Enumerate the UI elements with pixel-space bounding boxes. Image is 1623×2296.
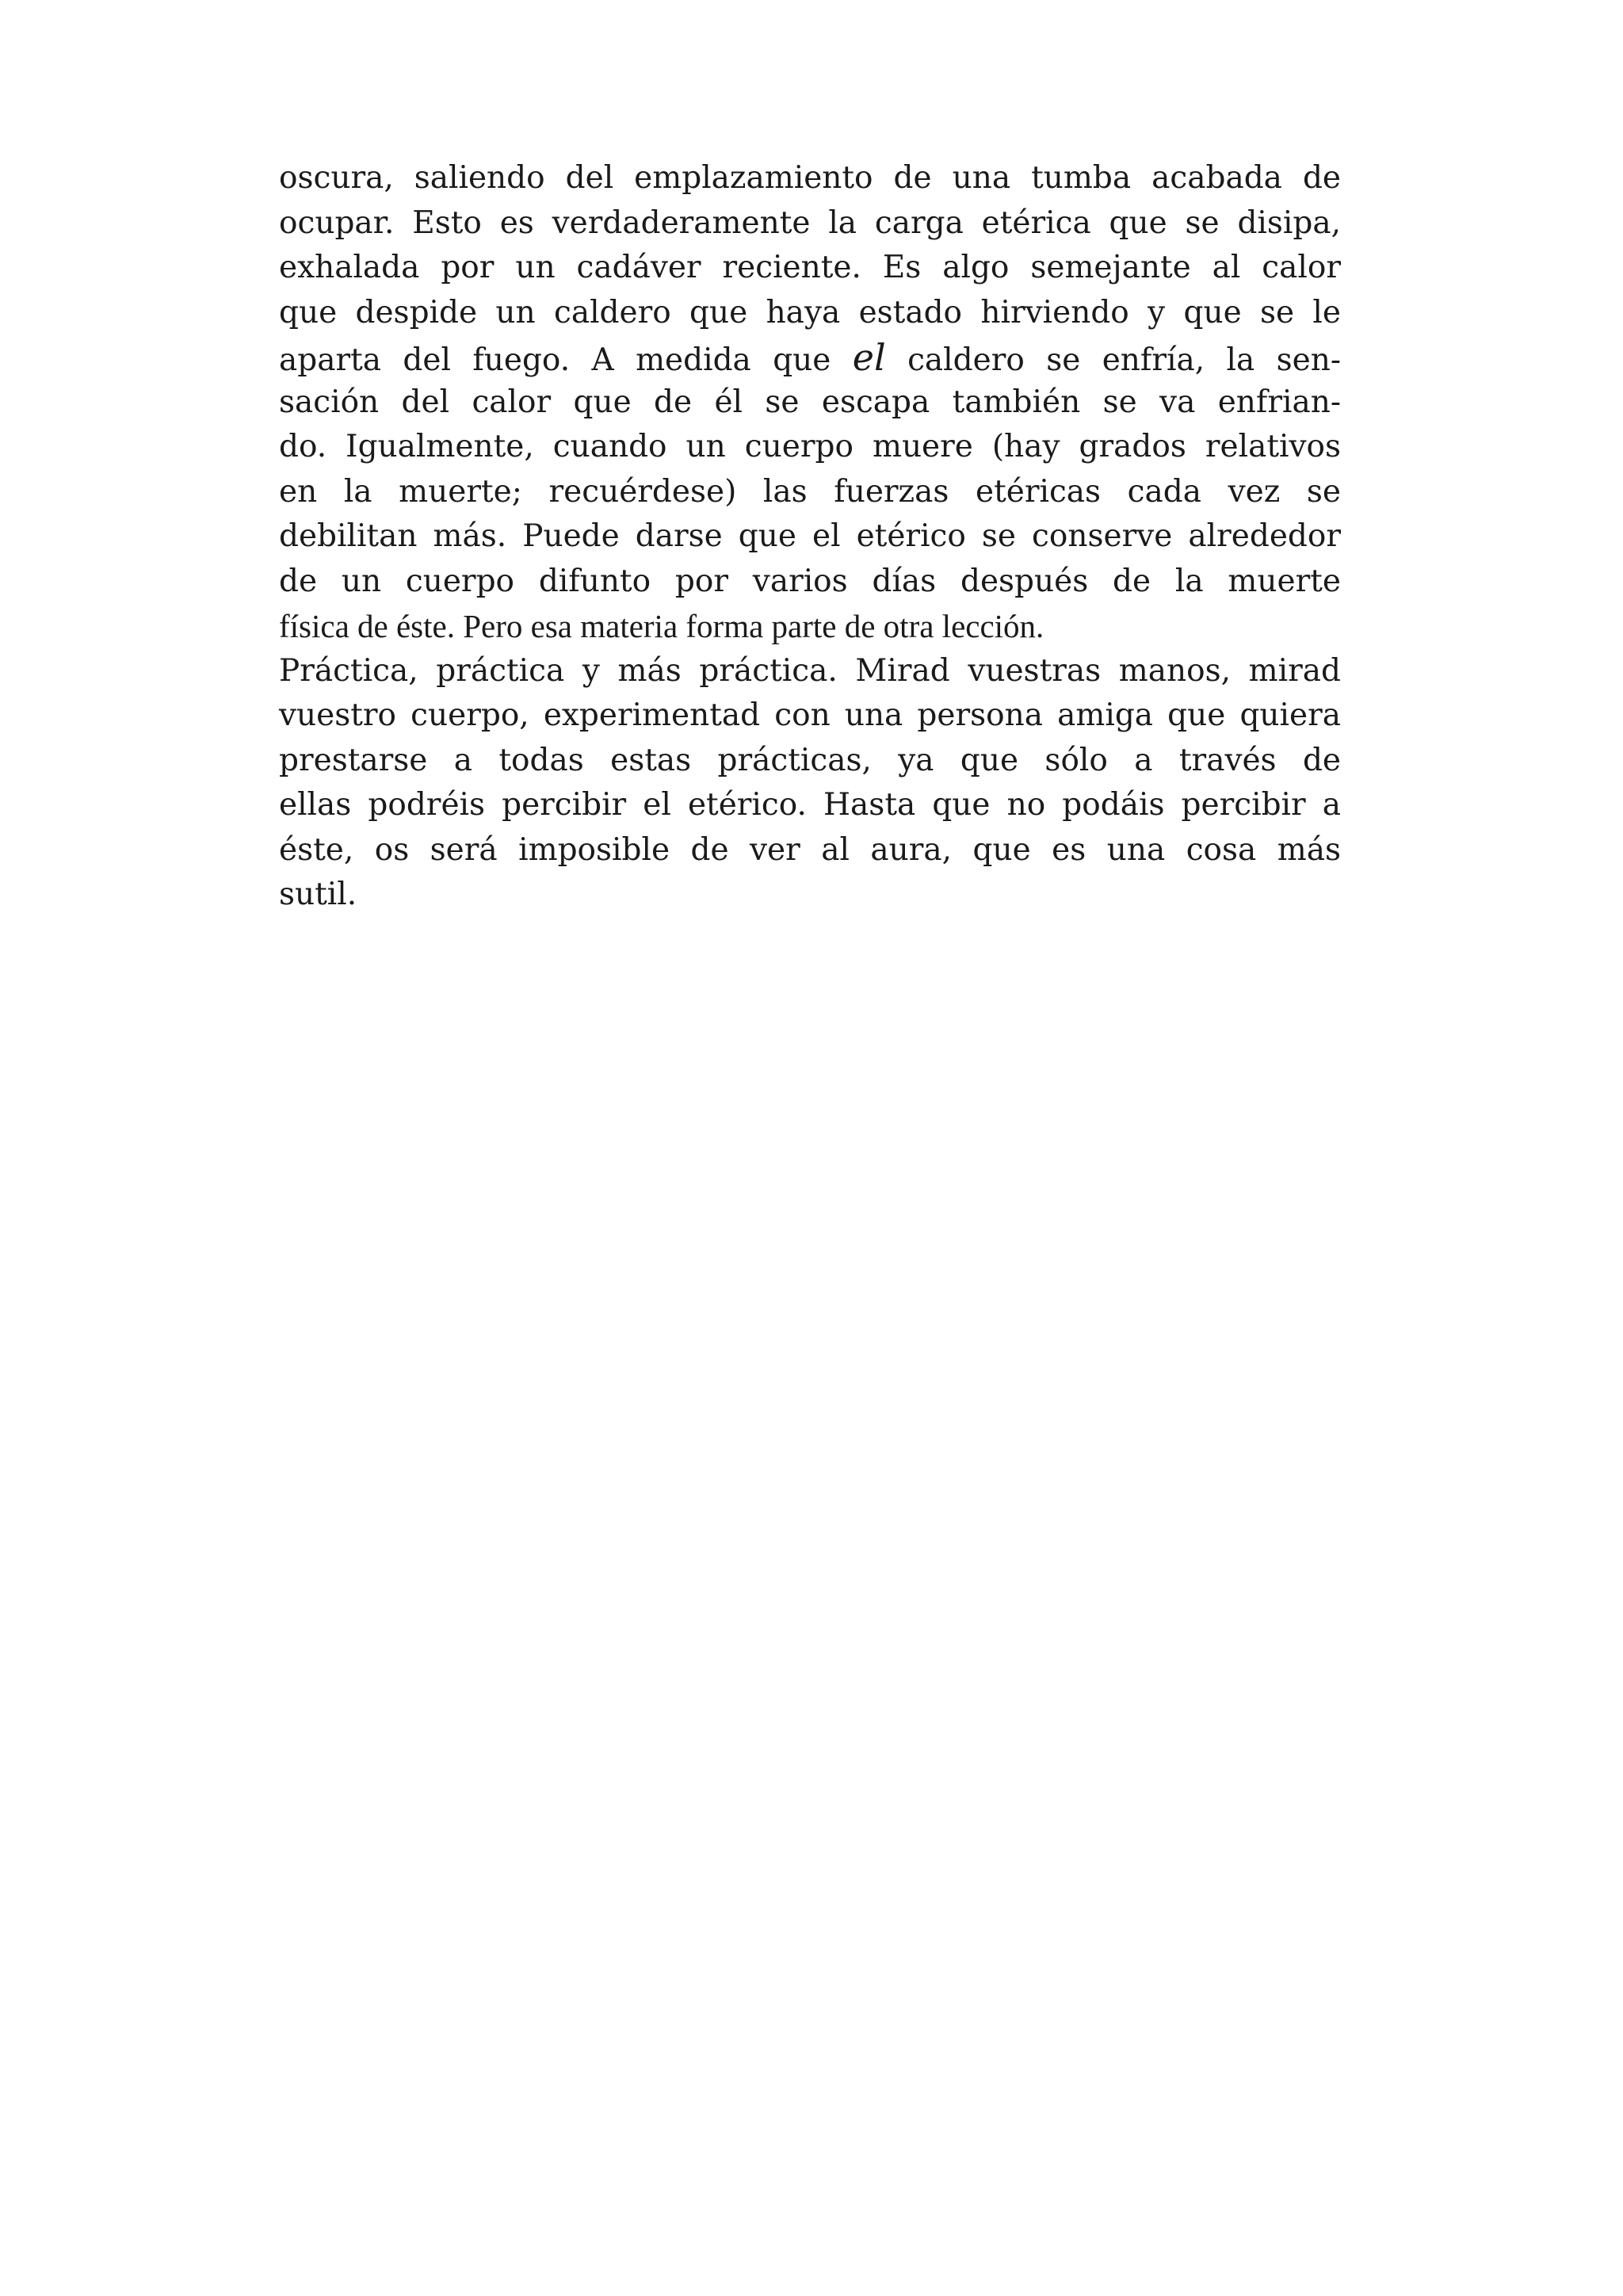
text-line: de un cuerpo difunto por varios días después de la muerte [279,563,1341,599]
text-line: sutil. [279,877,357,912]
body-text [279,156,1341,918]
paragraph-2 [279,649,1341,918]
text-line: que despide un caldero que haya estado hirviendo y que se le [279,294,1341,330]
text-line: vuestro cuerpo, experimentad con una persona amiga que quiera [279,697,1341,733]
text-line: éste, os será imposible de ver al aura, que es una cosa más [279,831,1341,868]
italic-word: el [852,336,886,379]
text-line: prestarse a todas estas prácticas, ya que sólo a través de [279,742,1341,778]
text-line: sación del calor que de él se escapa también se va enfrian- [279,384,1341,420]
text-line: do. Igualmente, cuando un cuerpo muere (hay grados relativos [279,429,1341,464]
text-line: ocupar. Esto es verdaderamente la carga etérica que se disipa, [279,204,1341,241]
text-segment: aparta del fuego. A medida que [279,342,853,378]
text-line: ellas podréis percibir el etérico. Hasta que no podáis percibir a [279,787,1341,823]
text-line [279,335,1341,380]
text-line: exhalada por un cadáver reciente. Es algo semejante al calor [279,250,1341,285]
text-line: física de éste. Pero esa materia forma parte de otra lección. [279,608,1044,644]
text-line: en la muerte; recuérdese) las fuerzas etéricas cada vez se [279,473,1341,510]
text-line: debilitan más. Puede darse que el etérico se conserve alrededor [279,518,1341,554]
text-line: oscura, saliendo del emplazamiento de una tumba acabada de [279,160,1341,196]
text-segment: caldero se enfría, la sen- [885,342,1341,378]
paragraph-1 [279,156,1341,649]
text-line: Práctica, práctica y más práctica. Mirad vuestras manos, mirad [279,652,1341,689]
